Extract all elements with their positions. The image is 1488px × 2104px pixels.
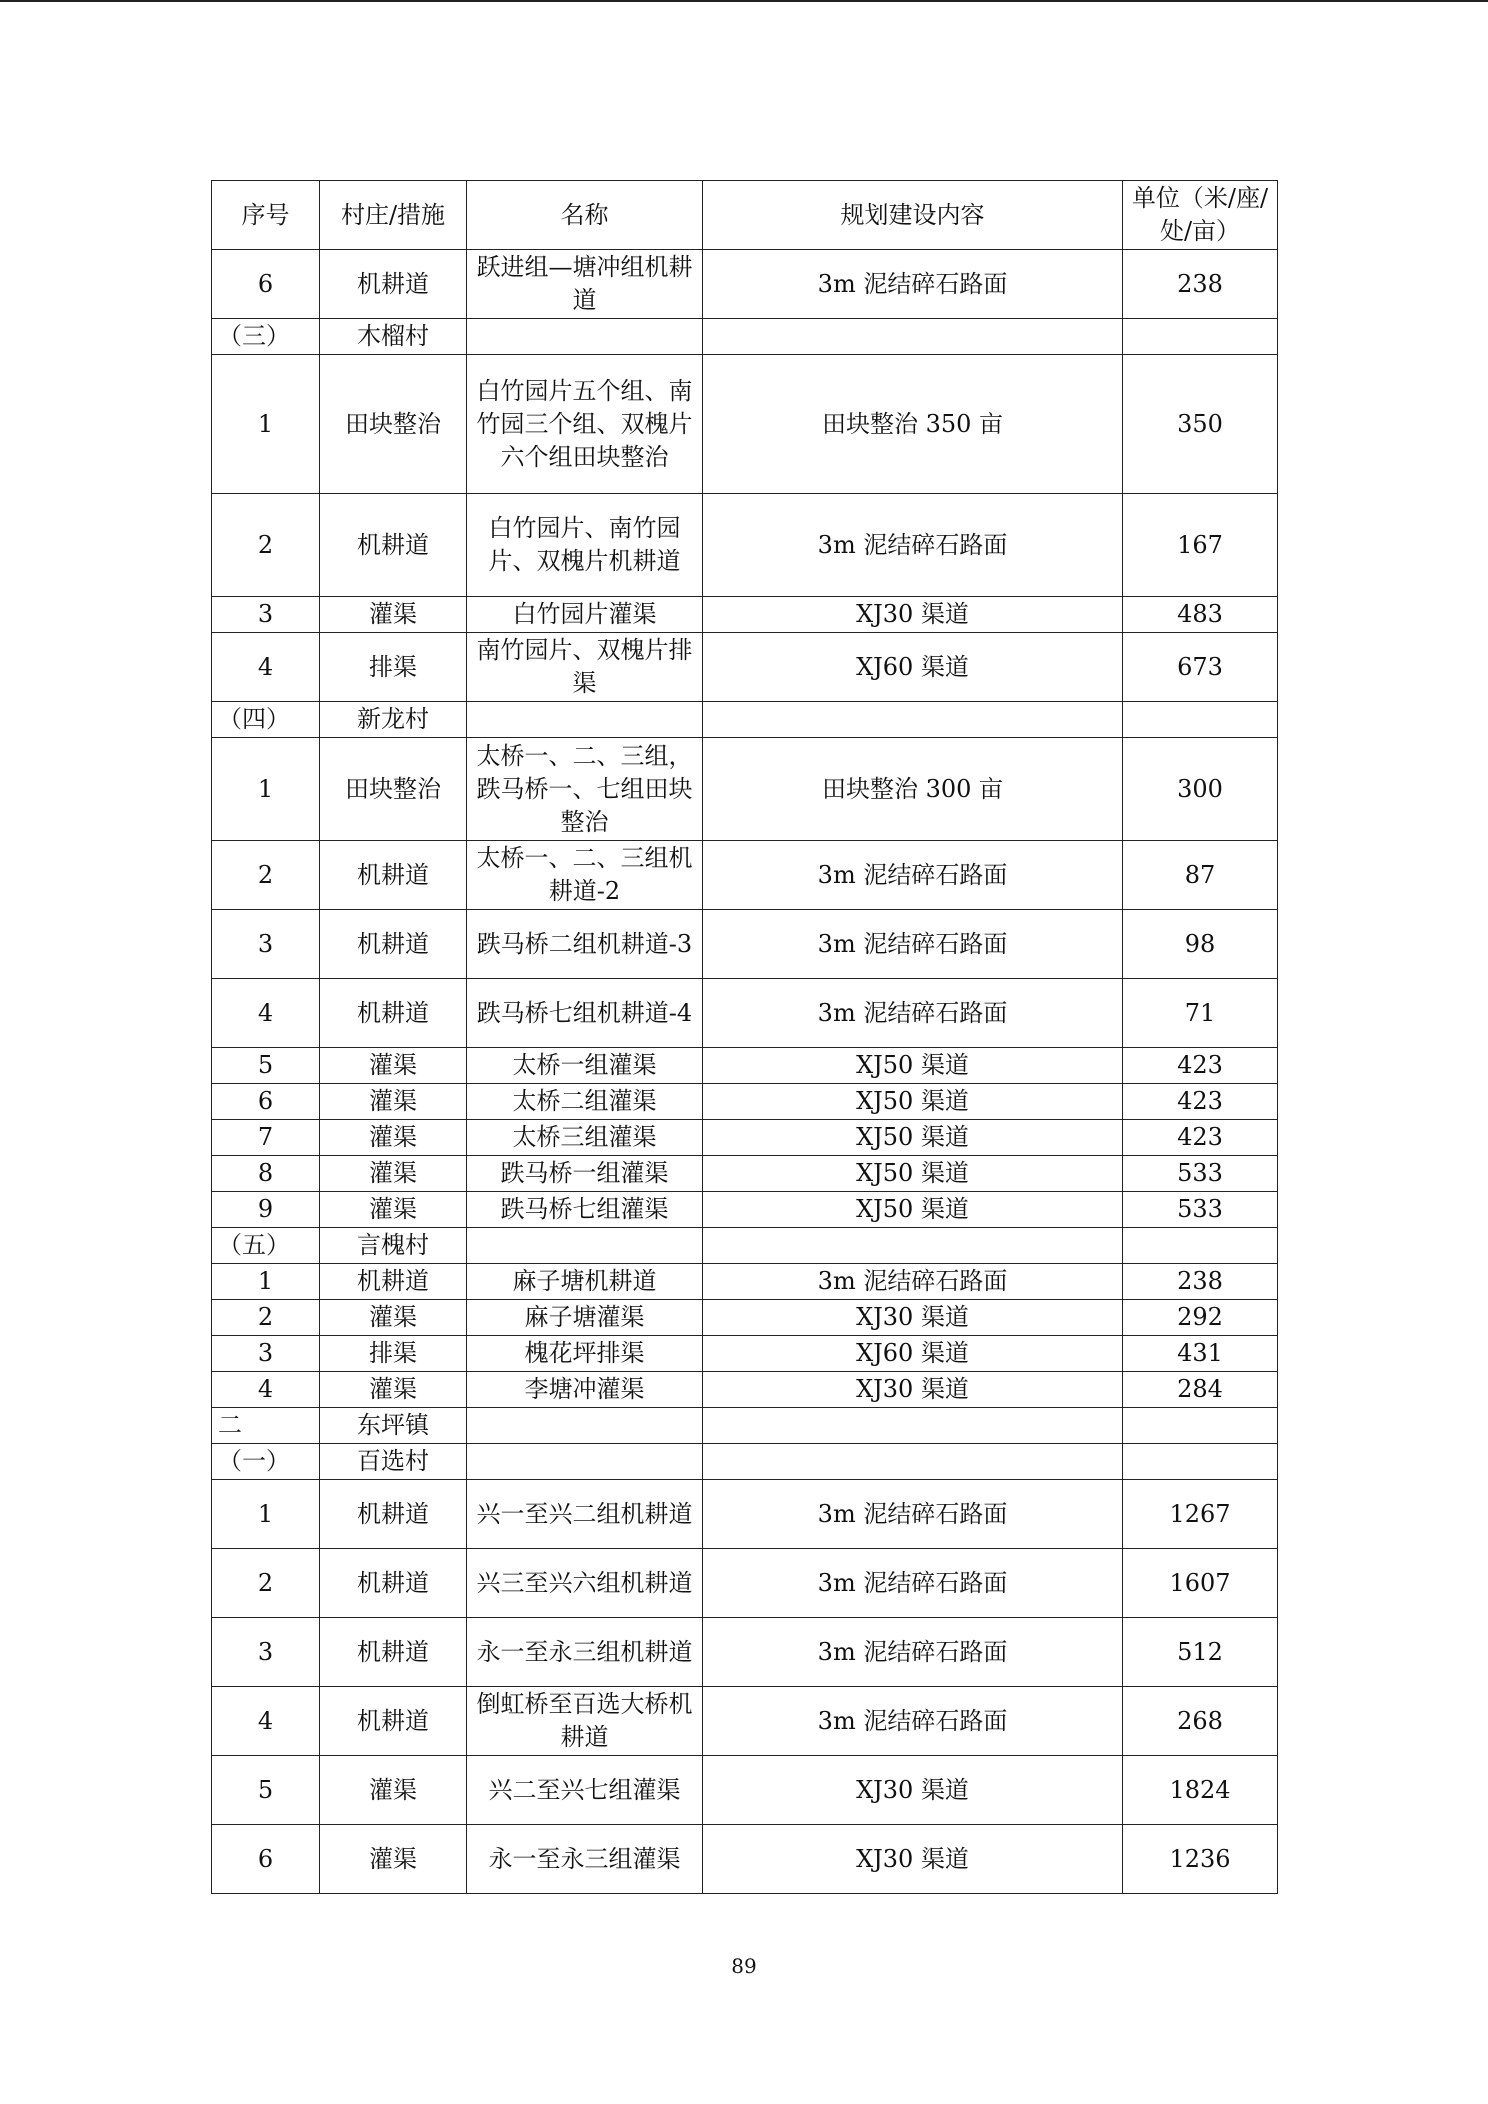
cell-content: XJ50 渠道 [703,1048,1123,1084]
header-village-measure: 村庄/措施 [320,181,467,250]
table-row [212,1300,1278,1336]
table-row [212,1120,1278,1156]
cell-name: 跌马桥二组机耕道-3 [467,910,703,979]
cell-unit: 1607 [1123,1549,1278,1618]
cell-name: 跌马桥一组灌渠 [467,1156,703,1192]
cell-index: 二 [212,1408,320,1444]
cell-content [703,1228,1123,1264]
cell-name: 太桥一、二、三组机耕道-2 [467,841,703,910]
cell-index: （三） [212,319,320,355]
cell-name: 麻子塘机耕道 [467,1264,703,1300]
cell-index: 6 [212,1825,320,1894]
cell-village-measure: 东坪镇 [320,1408,467,1444]
cell-content: 田块整治 350 亩 [703,355,1123,494]
cell-unit [1123,319,1278,355]
cell-name: 跌马桥七组灌渠 [467,1192,703,1228]
cell-index: 8 [212,1156,320,1192]
cell-name [467,702,703,738]
table-row [212,979,1278,1048]
cell-index: 3 [212,1336,320,1372]
cell-village-measure: 百选村 [320,1444,467,1480]
cell-unit: 98 [1123,910,1278,979]
cell-index: 6 [212,1084,320,1120]
cell-index: 4 [212,979,320,1048]
cell-content: XJ50 渠道 [703,1084,1123,1120]
header-content: 规划建设内容 [703,181,1123,250]
cell-content [703,1408,1123,1444]
cell-unit: 268 [1123,1687,1278,1756]
table-group-row [212,1408,1278,1444]
cell-village-measure: 新龙村 [320,702,467,738]
cell-content: 3m 泥结碎石路面 [703,1480,1123,1549]
cell-name [467,1408,703,1444]
cell-village-measure: 机耕道 [320,1687,467,1756]
cell-unit: 483 [1123,597,1278,633]
cell-name: 李塘冲灌渠 [467,1372,703,1408]
cell-village-measure: 排渠 [320,1336,467,1372]
cell-content: 3m 泥结碎石路面 [703,841,1123,910]
cell-index: （五） [212,1228,320,1264]
table-row [212,1549,1278,1618]
cell-index: 1 [212,1264,320,1300]
cell-name: 太桥三组灌渠 [467,1120,703,1156]
cell-unit: 1824 [1123,1756,1278,1825]
table-header-row [212,181,1278,250]
cell-village-measure: 机耕道 [320,1264,467,1300]
cell-unit: 87 [1123,841,1278,910]
cell-name: 白竹园片、南竹园片、双槐片机耕道 [467,494,703,597]
cell-index: 4 [212,633,320,702]
cell-village-measure: 机耕道 [320,979,467,1048]
cell-index: 2 [212,1300,320,1336]
cell-index: 9 [212,1192,320,1228]
cell-village-measure: 机耕道 [320,1549,467,1618]
cell-name: 兴二至兴七组灌渠 [467,1756,703,1825]
cell-content: XJ50 渠道 [703,1192,1123,1228]
cell-name: 跌马桥七组机耕道-4 [467,979,703,1048]
cell-content: XJ30 渠道 [703,1300,1123,1336]
cell-unit: 238 [1123,250,1278,319]
cell-unit: 673 [1123,633,1278,702]
project-plan-table [211,180,1278,1894]
cell-village-measure: 机耕道 [320,841,467,910]
cell-content: XJ60 渠道 [703,1336,1123,1372]
page-number: 89 [731,1954,757,1978]
cell-content: 3m 泥结碎石路面 [703,1618,1123,1687]
cell-index: 1 [212,738,320,841]
header-name: 名称 [467,181,703,250]
cell-content: 3m 泥结碎石路面 [703,494,1123,597]
cell-content: XJ30 渠道 [703,1825,1123,1894]
cell-content: XJ30 渠道 [703,1372,1123,1408]
cell-index: 5 [212,1048,320,1084]
cell-index: 3 [212,1618,320,1687]
table-row [212,1687,1278,1756]
cell-unit [1123,702,1278,738]
header-index: 序号 [212,181,320,250]
cell-name: 槐花坪排渠 [467,1336,703,1372]
table-row [212,633,1278,702]
cell-content: 3m 泥结碎石路面 [703,250,1123,319]
cell-name: 兴一至兴二组机耕道 [467,1480,703,1549]
cell-name: 太桥一、二、三组，跌马桥一、七组田块整治 [467,738,703,841]
cell-unit: 1267 [1123,1480,1278,1549]
cell-village-measure: 灌渠 [320,1825,467,1894]
cell-village-measure: 灌渠 [320,1300,467,1336]
cell-village-measure: 灌渠 [320,1048,467,1084]
cell-content: XJ50 渠道 [703,1120,1123,1156]
cell-content: XJ30 渠道 [703,597,1123,633]
table-row [212,910,1278,979]
table-row [212,494,1278,597]
cell-village-measure: 机耕道 [320,1618,467,1687]
cell-unit [1123,1228,1278,1264]
cell-unit: 431 [1123,1336,1278,1372]
cell-name: 南竹园片、双槐片排渠 [467,633,703,702]
cell-content: 田块整治 300 亩 [703,738,1123,841]
cell-index: 2 [212,1549,320,1618]
cell-name: 跃进组—塘冲组机耕道 [467,250,703,319]
cell-name: 白竹园片五个组、南竹园三个组、双槐片六个组田块整治 [467,355,703,494]
cell-content: XJ50 渠道 [703,1156,1123,1192]
cell-village-measure: 灌渠 [320,1756,467,1825]
cell-name: 永一至永三组灌渠 [467,1825,703,1894]
cell-content [703,319,1123,355]
cell-unit: 350 [1123,355,1278,494]
cell-index: 4 [212,1372,320,1408]
cell-name: 白竹园片灌渠 [467,597,703,633]
cell-unit: 292 [1123,1300,1278,1336]
table-row [212,355,1278,494]
cell-unit: 300 [1123,738,1278,841]
cell-name: 兴三至兴六组机耕道 [467,1549,703,1618]
cell-unit: 238 [1123,1264,1278,1300]
cell-name [467,319,703,355]
cell-content: 3m 泥结碎石路面 [703,1687,1123,1756]
cell-village-measure: 机耕道 [320,1480,467,1549]
cell-index: 1 [212,355,320,494]
cell-content: 3m 泥结碎石路面 [703,910,1123,979]
cell-index: （一） [212,1444,320,1480]
table-row [212,1336,1278,1372]
cell-content: 3m 泥结碎石路面 [703,1264,1123,1300]
cell-index: 2 [212,494,320,597]
cell-unit [1123,1444,1278,1480]
cell-name: 倒虹桥至百选大桥机耕道 [467,1687,703,1756]
table-row [212,738,1278,841]
cell-unit: 512 [1123,1618,1278,1687]
cell-unit: 284 [1123,1372,1278,1408]
cell-name: 太桥二组灌渠 [467,1084,703,1120]
cell-village-measure: 灌渠 [320,1120,467,1156]
cell-unit: 167 [1123,494,1278,597]
cell-content: 3m 泥结碎石路面 [703,979,1123,1048]
cell-village-measure: 灌渠 [320,1156,467,1192]
cell-index: 6 [212,250,320,319]
cell-unit [1123,1408,1278,1444]
cell-index: 3 [212,910,320,979]
cell-unit: 533 [1123,1156,1278,1192]
table-group-row [212,1444,1278,1480]
table-row [212,1618,1278,1687]
cell-content: 3m 泥结碎石路面 [703,1549,1123,1618]
table-row [212,841,1278,910]
table-row [212,1756,1278,1825]
table-group-row [212,1228,1278,1264]
cell-index: 2 [212,841,320,910]
cell-unit: 71 [1123,979,1278,1048]
cell-unit: 1236 [1123,1825,1278,1894]
table-row [212,1084,1278,1120]
cell-content [703,702,1123,738]
cell-village-measure: 灌渠 [320,1084,467,1120]
cell-village-measure: 灌渠 [320,597,467,633]
cell-index: 1 [212,1480,320,1549]
header-unit: 单位（米/座/处/亩） [1123,181,1278,250]
cell-village-measure: 田块整治 [320,738,467,841]
cell-unit: 423 [1123,1084,1278,1120]
table-row [212,1264,1278,1300]
cell-village-measure: 木榴村 [320,319,467,355]
table-group-row [212,702,1278,738]
cell-index: 4 [212,1687,320,1756]
table-row [212,1192,1278,1228]
cell-village-measure: 言槐村 [320,1228,467,1264]
cell-index: 5 [212,1756,320,1825]
table-body [212,250,1278,1894]
table-group-row [212,319,1278,355]
table-row [212,1480,1278,1549]
cell-unit: 533 [1123,1192,1278,1228]
cell-name [467,1444,703,1480]
cell-village-measure: 灌渠 [320,1192,467,1228]
cell-index: （四） [212,702,320,738]
table-row [212,1156,1278,1192]
cell-index: 3 [212,597,320,633]
table-row [212,1372,1278,1408]
table-row [212,1825,1278,1894]
cell-village-measure: 机耕道 [320,250,467,319]
cell-name: 麻子塘灌渠 [467,1300,703,1336]
top-border-line [0,0,1488,2]
table-row [212,1048,1278,1084]
cell-content: XJ60 渠道 [703,633,1123,702]
cell-village-measure: 排渠 [320,633,467,702]
cell-index: 7 [212,1120,320,1156]
cell-content [703,1444,1123,1480]
cell-village-measure: 机耕道 [320,494,467,597]
table-row [212,597,1278,633]
cell-unit: 423 [1123,1048,1278,1084]
cell-village-measure: 机耕道 [320,910,467,979]
cell-village-measure: 田块整治 [320,355,467,494]
cell-name: 永一至永三组机耕道 [467,1618,703,1687]
cell-name [467,1228,703,1264]
cell-unit: 423 [1123,1120,1278,1156]
cell-village-measure: 灌渠 [320,1372,467,1408]
cell-name: 太桥一组灌渠 [467,1048,703,1084]
table-row [212,250,1278,319]
cell-content: XJ30 渠道 [703,1756,1123,1825]
